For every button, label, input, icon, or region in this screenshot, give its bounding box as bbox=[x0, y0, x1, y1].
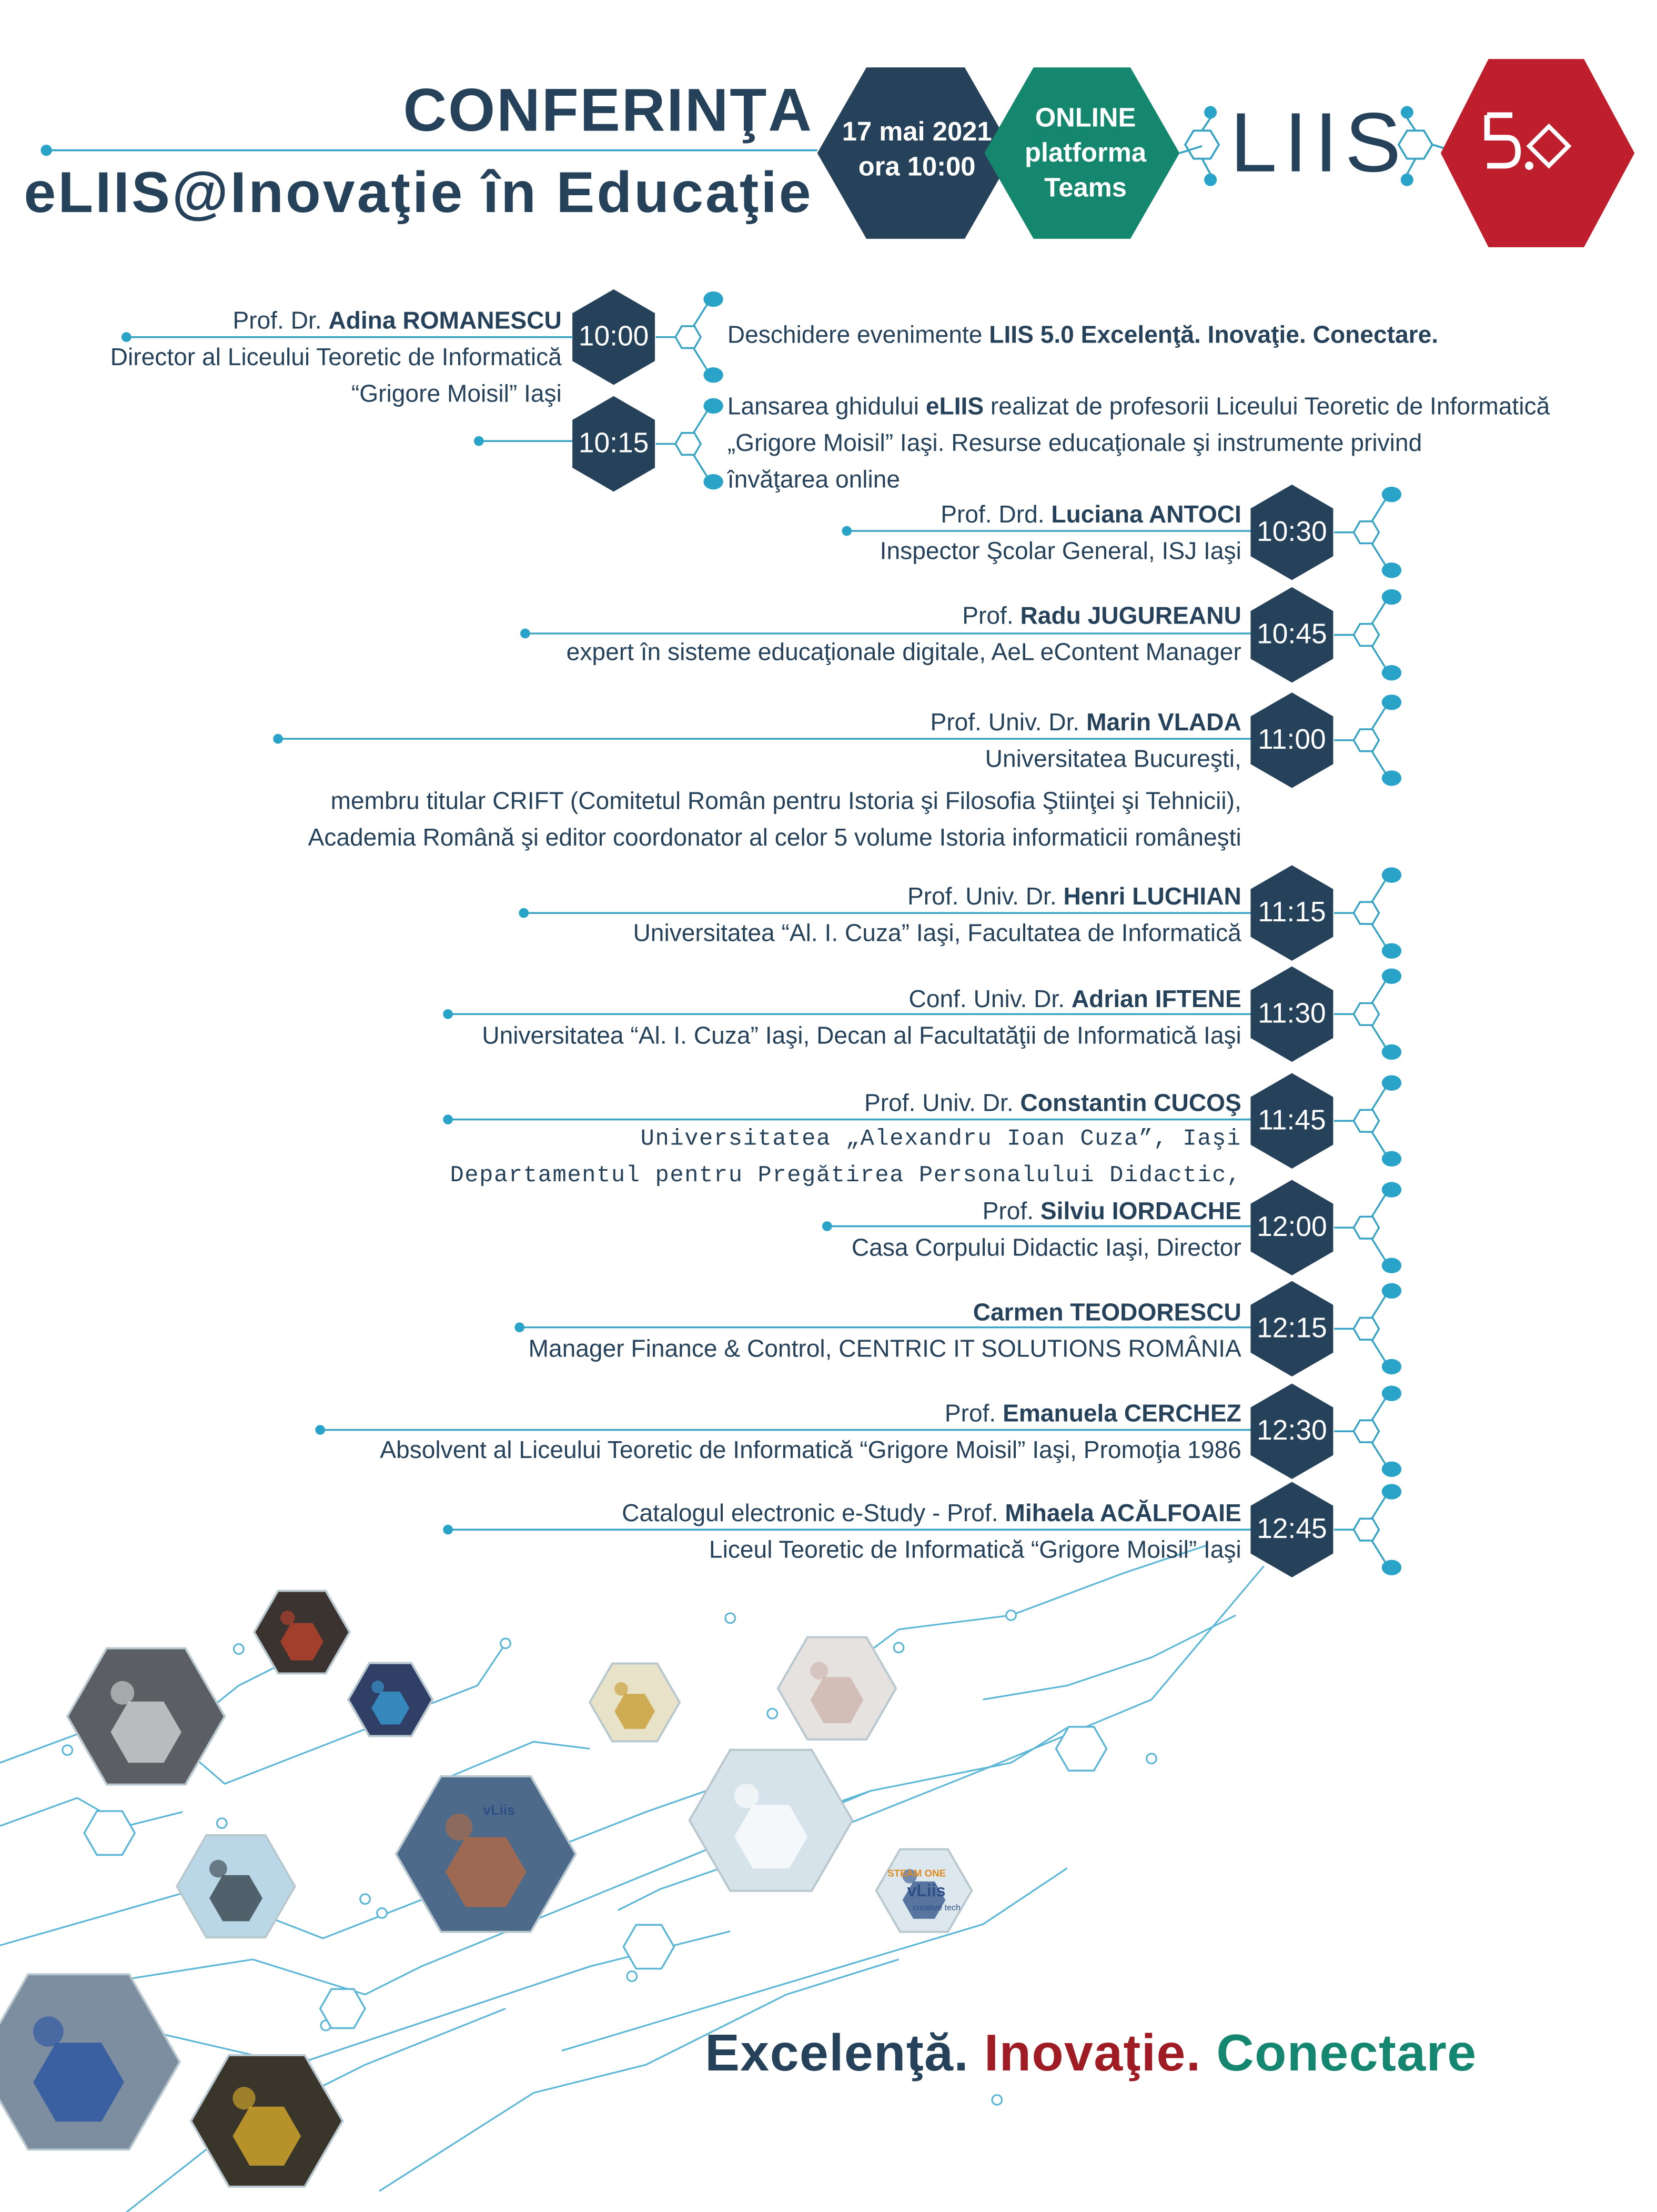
speaker-name-segment-0: Prof. bbox=[982, 1197, 1040, 1225]
schedule-row-1230 bbox=[315, 1383, 1401, 1479]
steam-one-sub-text: creative tech bbox=[913, 1903, 961, 1913]
speaker-affiliation-segment-0: Director al Liceului Teoretic de Informatică bbox=[110, 343, 562, 371]
molecule-node-top bbox=[1382, 1075, 1401, 1091]
speaker-affiliation bbox=[985, 746, 1241, 773]
molecule-node-top bbox=[1382, 867, 1401, 882]
speaker-name-segment-0: Carmen TEODORESCU bbox=[973, 1298, 1241, 1326]
molecule-arm-top bbox=[1372, 1397, 1386, 1420]
molecule-arm-bottom bbox=[1372, 544, 1386, 566]
steam-one-top-text: STEAM ONE bbox=[887, 1867, 946, 1879]
speaker-name bbox=[962, 602, 1241, 629]
molecule-node-bottom bbox=[1382, 1258, 1401, 1273]
molecule-node-bottom bbox=[1382, 562, 1401, 578]
speaker-name-segment-1: Henri LUCHIAN bbox=[1063, 882, 1241, 910]
speaker-name bbox=[864, 1090, 1241, 1117]
session-description-segment-2: realizat de profesorii Liceului Teoretic de Informatică bbox=[984, 391, 1550, 420]
molecule-arm-bottom bbox=[1372, 1025, 1386, 1048]
conference-title: CONFERINŢA bbox=[403, 77, 813, 145]
speaker-affiliation-segment-0: Academia Română şi editor coordonator al celor 5 volume Istoria informaticii româneşti bbox=[308, 823, 1241, 851]
speaker-affiliation bbox=[450, 1163, 1241, 1188]
molecule-arm-top bbox=[694, 410, 708, 433]
speaker-affiliation-segment-0: Universitatea Bucureşti, bbox=[985, 744, 1241, 773]
slogan-excelenta: Excelenţă bbox=[705, 2024, 954, 2082]
molecule-node-bottom bbox=[703, 474, 723, 489]
molecule-arm-bottom bbox=[1372, 1340, 1386, 1363]
row-connector-node bbox=[474, 436, 484, 446]
session-description-segment-0: învăţarea online bbox=[727, 465, 901, 493]
molecule-node-top bbox=[1382, 695, 1401, 710]
slogan-dot-2: . bbox=[1186, 2024, 1201, 2082]
speaker-name-segment-0: Prof. bbox=[944, 1399, 1003, 1427]
molecule-hexagon bbox=[1353, 1216, 1379, 1239]
molecule-hexagon bbox=[1353, 521, 1379, 544]
row-connector-node bbox=[443, 1114, 453, 1124]
time-label: 12:45 bbox=[1257, 1514, 1327, 1545]
speaker-name-segment-0: Prof. Univ. Dr. bbox=[864, 1088, 1021, 1117]
slogan-conectare: Conectare bbox=[1216, 2024, 1477, 2082]
speaker-name-segment-1: Mihaela ACĂLFOAIE bbox=[1005, 1499, 1241, 1527]
molecule-arm-top bbox=[1372, 707, 1386, 729]
speaker-affiliation bbox=[110, 344, 562, 371]
molecule-hexagon bbox=[1353, 1519, 1379, 1541]
molecule-arm-bottom bbox=[1372, 1541, 1386, 1563]
speaker-affiliation bbox=[380, 1437, 1241, 1464]
time-label: 11:45 bbox=[1258, 1105, 1326, 1137]
molecule-hexagon bbox=[1353, 1420, 1379, 1442]
speaker-name-segment-1: Luciana ANTOCI bbox=[1051, 500, 1241, 528]
row-connector-node bbox=[315, 1425, 325, 1435]
steam-one-main-text: vLiis bbox=[907, 1881, 946, 1900]
speaker-name-segment-0: Catalogul electronic e-Study - Prof. bbox=[622, 1499, 1005, 1527]
time-label: 10:30 bbox=[1257, 517, 1327, 548]
session-description bbox=[728, 393, 1550, 420]
time-label: 10:00 bbox=[578, 321, 649, 353]
session-description-segment-1: eLIIS bbox=[925, 391, 984, 420]
molecule-arm-top bbox=[694, 304, 708, 326]
time-label: 12:30 bbox=[1257, 1415, 1327, 1447]
session-description bbox=[728, 466, 900, 493]
molecule-arm-bottom bbox=[1372, 1239, 1386, 1261]
molecule-arm-top bbox=[1372, 1295, 1386, 1318]
molecule-hexagon bbox=[1353, 624, 1379, 646]
molecule-node-top bbox=[1382, 1484, 1401, 1499]
speaker-name bbox=[931, 709, 1241, 736]
time-label: 11:00 bbox=[1258, 725, 1326, 756]
conference-subtitle: eLIIS@Inovaţie în Educaţie bbox=[24, 160, 813, 225]
molecule-node-top bbox=[1382, 589, 1401, 605]
molecule-arm-top bbox=[1372, 879, 1386, 902]
slogan-inovatie: Inovaţie bbox=[984, 2024, 1186, 2082]
molecule-node-top bbox=[703, 291, 723, 307]
online-label: ONLINE bbox=[1035, 104, 1136, 134]
row-connector-node bbox=[443, 1525, 453, 1535]
speaker-name-segment-1: Marin VLADA bbox=[1086, 708, 1241, 736]
speaker-affiliation bbox=[641, 1127, 1241, 1152]
speaker-affiliation bbox=[880, 538, 1241, 565]
molecule-node-bottom bbox=[1382, 943, 1401, 959]
time-label: 12:15 bbox=[1257, 1313, 1327, 1344]
speaker-name bbox=[233, 308, 561, 335]
speaker-name bbox=[945, 1400, 1241, 1427]
speaker-name bbox=[973, 1299, 1241, 1326]
molecule-hexagon bbox=[675, 326, 701, 348]
speaker-affiliation bbox=[852, 1234, 1241, 1261]
speaker-affiliation bbox=[529, 1336, 1241, 1363]
molecule-arm-top bbox=[1372, 1087, 1386, 1110]
speaker-name-segment-0: Prof. Univ. Dr. bbox=[930, 708, 1087, 736]
speaker-affiliation-segment-0: Universitatea “Al. I. Cuza” Iaşi, Decan al Facultatăţii de Informatică Iaşi bbox=[482, 1021, 1241, 1050]
speaker-affiliation bbox=[308, 825, 1241, 851]
row-connector-node bbox=[273, 734, 283, 744]
row-connector-node bbox=[520, 629, 530, 639]
molecule-node-top bbox=[703, 398, 723, 414]
molecule-hexagon bbox=[1353, 1318, 1379, 1340]
time-label: 10:15 bbox=[578, 428, 649, 459]
speaker-name-segment-1: Constantin CUCOŞ bbox=[1020, 1088, 1241, 1117]
molecule-arm-bottom bbox=[694, 455, 708, 478]
speaker-name-segment-0: Prof. bbox=[962, 601, 1021, 629]
speaker-affiliation bbox=[709, 1536, 1241, 1563]
molecule-node-bottom bbox=[1382, 1560, 1401, 1575]
row-connector-node bbox=[519, 908, 529, 918]
row-connector-node bbox=[822, 1221, 832, 1231]
speaker-affiliation-segment-0: Departamentul pentru Pregătirea Personalului Didactic, bbox=[450, 1161, 1241, 1189]
molecule-node-bottom bbox=[1382, 665, 1401, 680]
molecule-arm-bottom bbox=[1372, 924, 1386, 947]
molecule-node-top bbox=[1382, 1385, 1401, 1401]
speaker-name bbox=[941, 501, 1241, 528]
platform-name: Teams bbox=[1044, 174, 1127, 204]
slogan-dot-1: . bbox=[954, 2024, 969, 2082]
speaker-name-segment-0: Conf. Univ. Dr. bbox=[908, 984, 1072, 1013]
molecule-node-top bbox=[1382, 969, 1401, 984]
molecule-arm-top bbox=[1372, 601, 1386, 624]
molecule-node-bottom bbox=[1382, 1044, 1401, 1060]
row-connector-node bbox=[842, 526, 852, 536]
molecule-node-bottom bbox=[1382, 1151, 1401, 1167]
row-connector-node bbox=[443, 1009, 453, 1019]
molecule-node-top bbox=[1382, 1283, 1401, 1299]
speaker-affiliation-segment-0: Casa Corpului Didactic Iaşi, Director bbox=[851, 1233, 1241, 1262]
speaker-name bbox=[909, 986, 1241, 1013]
molecule-arm-bottom bbox=[694, 348, 708, 371]
speaker-name-segment-1: Adina ROMANESCU bbox=[328, 306, 562, 335]
molecule-arm-top bbox=[1372, 1194, 1386, 1216]
molecule-node-bottom bbox=[1382, 1462, 1401, 1477]
molecule-hexagon bbox=[1353, 902, 1379, 924]
time-label: 12:00 bbox=[1257, 1212, 1327, 1243]
speaker-name bbox=[622, 1500, 1241, 1527]
speaker-affiliation bbox=[351, 380, 562, 407]
speaker-affiliation-segment-0: expert în sisteme educaţionale digitale, AeL eContent Manager bbox=[566, 637, 1241, 666]
molecule-hexagon bbox=[1353, 1110, 1379, 1132]
speaker-affiliation-segment-0: membru titular CRIFT (Comitetul Român pentru Istoria şi Filosofia Ştiinţei şi Tehnicii), bbox=[330, 786, 1241, 815]
molecule-hexagon bbox=[1353, 729, 1379, 751]
session-description bbox=[728, 321, 1438, 348]
speaker-affiliation bbox=[567, 639, 1241, 666]
event-date: 17 mai 2021 bbox=[842, 118, 992, 148]
speaker-name-segment-0: Prof. Dr. bbox=[233, 306, 329, 335]
speaker-name-segment-1: Adrian IFTENE bbox=[1071, 984, 1241, 1013]
molecule-hexagon bbox=[1353, 1003, 1379, 1025]
molecule-arm-bottom bbox=[1372, 646, 1386, 669]
session-description-segment-0: Deschidere evenimente bbox=[727, 320, 989, 349]
molecule-arm-top bbox=[1372, 1496, 1386, 1519]
session-description bbox=[728, 430, 1422, 457]
speaker-name-segment-1: Silviu IORDACHE bbox=[1040, 1197, 1241, 1225]
speaker-affiliation-segment-0: Universitatea “Al. I. Cuza” Iaşi, Facultatea de Informatică bbox=[633, 918, 1241, 947]
schedule-row-1100 bbox=[273, 692, 1401, 788]
speaker-affiliation bbox=[482, 1022, 1241, 1049]
molecule-node-bottom bbox=[1382, 770, 1401, 786]
row-connector-node bbox=[514, 1322, 524, 1332]
session-description-segment-1: LIIS 5.0 Excelenţă. Inovaţie. Conectare. bbox=[989, 320, 1439, 349]
molecule-node-bottom bbox=[703, 367, 723, 383]
time-label: 11:15 bbox=[1258, 897, 1326, 929]
speaker-affiliation-segment-0: Universitatea „Alexandru Ioan Cuza”, Iaşi bbox=[640, 1125, 1241, 1152]
speaker-affiliation bbox=[633, 920, 1241, 947]
molecule-arm-top bbox=[1372, 499, 1386, 521]
molecule-hexagon bbox=[675, 433, 701, 455]
molecule-arm-bottom bbox=[1372, 751, 1386, 774]
session-description-segment-0: „Grigore Moisil” Iaşi. Resurse educaţionale şi instrumente privind bbox=[727, 428, 1422, 457]
session-description-segment-0: Lansarea ghidului bbox=[727, 391, 926, 420]
speaker-name-segment-1: Emanuela CERCHEZ bbox=[1003, 1399, 1241, 1427]
molecule-arm-bottom bbox=[1372, 1132, 1386, 1155]
speaker-name-segment-0: Prof. Univ. Dr. bbox=[907, 882, 1064, 910]
molecule-node-top bbox=[1382, 1182, 1401, 1197]
speaker-affiliation-segment-0: Absolvent al Liceului Teoretic de Informatică “Grigore Moisil” Iaşi, Promoţia 1986 bbox=[380, 1435, 1241, 1464]
speaker-affiliation-segment-0: Inspector Şcolar General, ISJ Iaşi bbox=[880, 536, 1241, 565]
speaker-affiliation-segment-0: Liceul Teoretic de Informatică “Grigore Moisil” Iaşi bbox=[709, 1535, 1241, 1564]
platform-label: platforma bbox=[1024, 139, 1147, 169]
speaker-name-segment-0: Prof. Drd. bbox=[941, 500, 1052, 528]
speaker-name bbox=[983, 1198, 1241, 1225]
speaker-name-segment-1: Radu JUGUREANU bbox=[1020, 601, 1241, 629]
speaker-affiliation bbox=[330, 788, 1241, 815]
event-time: ora 10:00 bbox=[858, 153, 976, 183]
liis-logo: LIIS bbox=[1230, 95, 1408, 190]
molecule-node-bottom bbox=[1382, 1359, 1401, 1374]
molecule-arm-top bbox=[1372, 980, 1386, 1003]
time-label: 11:30 bbox=[1258, 999, 1326, 1030]
molecule-arm-bottom bbox=[1372, 1443, 1386, 1465]
slogan bbox=[705, 2024, 1477, 2083]
molecule-node-top bbox=[1382, 487, 1401, 502]
time-label: 10:45 bbox=[1257, 619, 1327, 650]
speaker-name bbox=[907, 883, 1241, 910]
speaker-affiliation-segment-0: Manager Finance & Control, CENTRIC IT SOLUTIONS ROMÂNIA bbox=[528, 1334, 1241, 1363]
vliis-badge-text: vLiis bbox=[483, 1802, 516, 1818]
speaker-affiliation-segment-0: “Grigore Moisil” Iaşi bbox=[351, 379, 562, 408]
